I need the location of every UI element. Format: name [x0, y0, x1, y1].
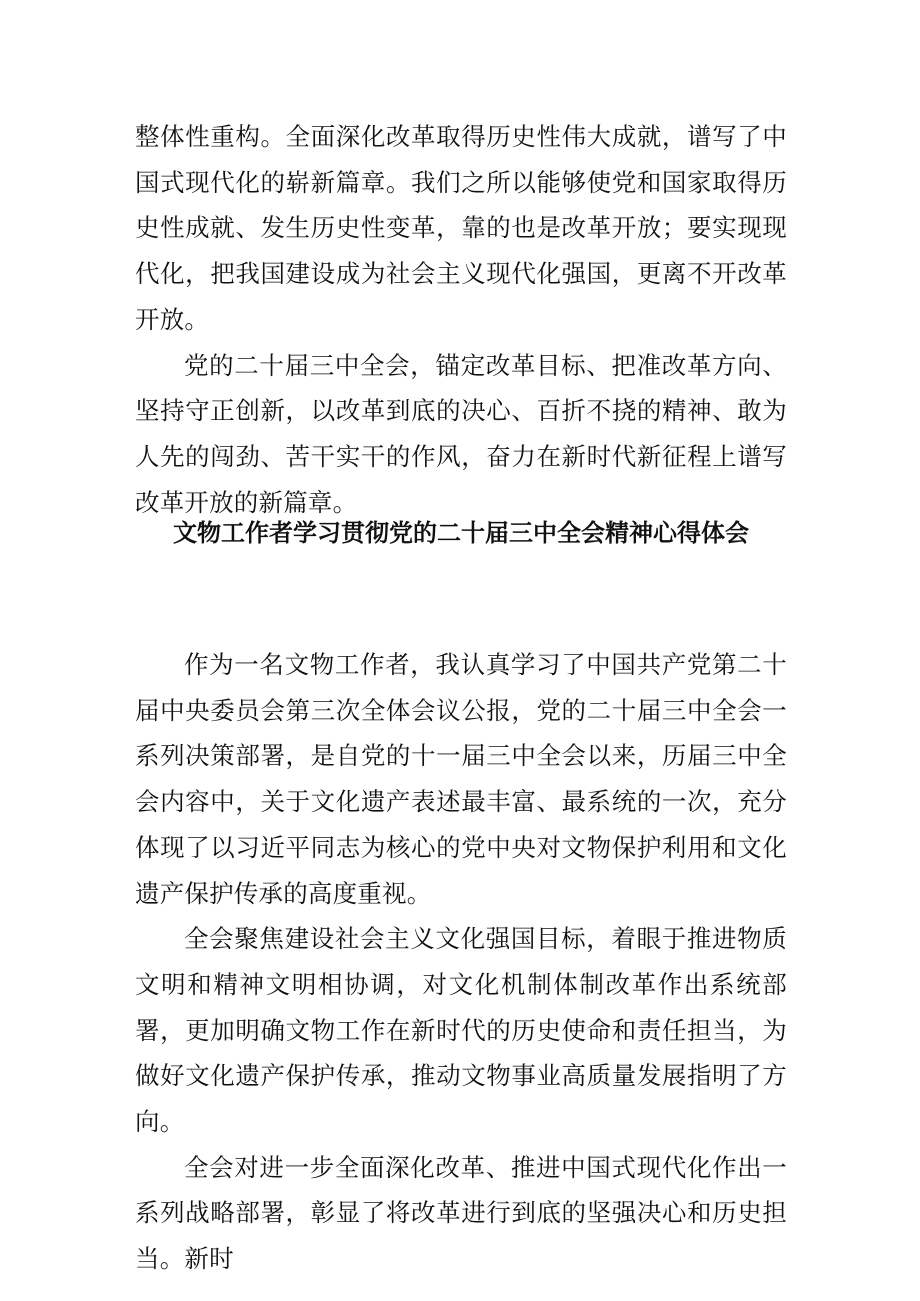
paragraph: 党的二十届三中全会，锚定改革目标、把准改革方向、坚持守正创新，以改革到底的决心、百折不挠的精神、敢为人先的闯劲、苦干实干的作风，奋力在新时代新征程上谱写改革开放的新篇章。 [135, 350, 787, 517]
paragraph: 全会对进一步全面深化改革、推进中国式现代化作出一系列战略部署，彰显了将改革进行到底的坚强决心和历史担当。新时 [135, 1152, 787, 1274]
paragraph-continuation: 整体性重构。全面深化改革取得历史性伟大成就，谱写了中国式现代化的崭新篇章。我们之所以能够使党和国家取得历史性成就、发生历史性变革，靠的也是改革开放；要实现现代化，把我国建设成为社会主义现代化强国，更离不开改革开放。 [135, 122, 787, 334]
body-text-section-1 [135, 114, 787, 525]
paragraph: 全会聚焦建设社会主义文化强国目标，着眼于推进物质文明和精神文明相协调，对文化机制体制改革作出系统部署，更加明确文物工作在新时代的历史使命和责任担当，为做好文化遗产保护传承，推动文物事业高质量发展指明了方向。 [135, 924, 787, 1137]
body-text-section-2 [135, 642, 787, 1282]
article-title: 文物工作者学习贯彻党的二十届三中全会精神心得体会 [173, 519, 749, 547]
paragraph: 作为一名文物工作者，我认真学习了中国共产党第二十届中央委员会第三次全体会议公报，党的二十届三中全会一系列决策部署，是自党的十一届三中全会以来，历届三中全会内容中，关于文化遗产表述最丰富、最系统的一次，充分体现了以习近平同志为核心的党中央对文物保护利用和文化遗产保护传承的高度重视。 [135, 650, 787, 908]
